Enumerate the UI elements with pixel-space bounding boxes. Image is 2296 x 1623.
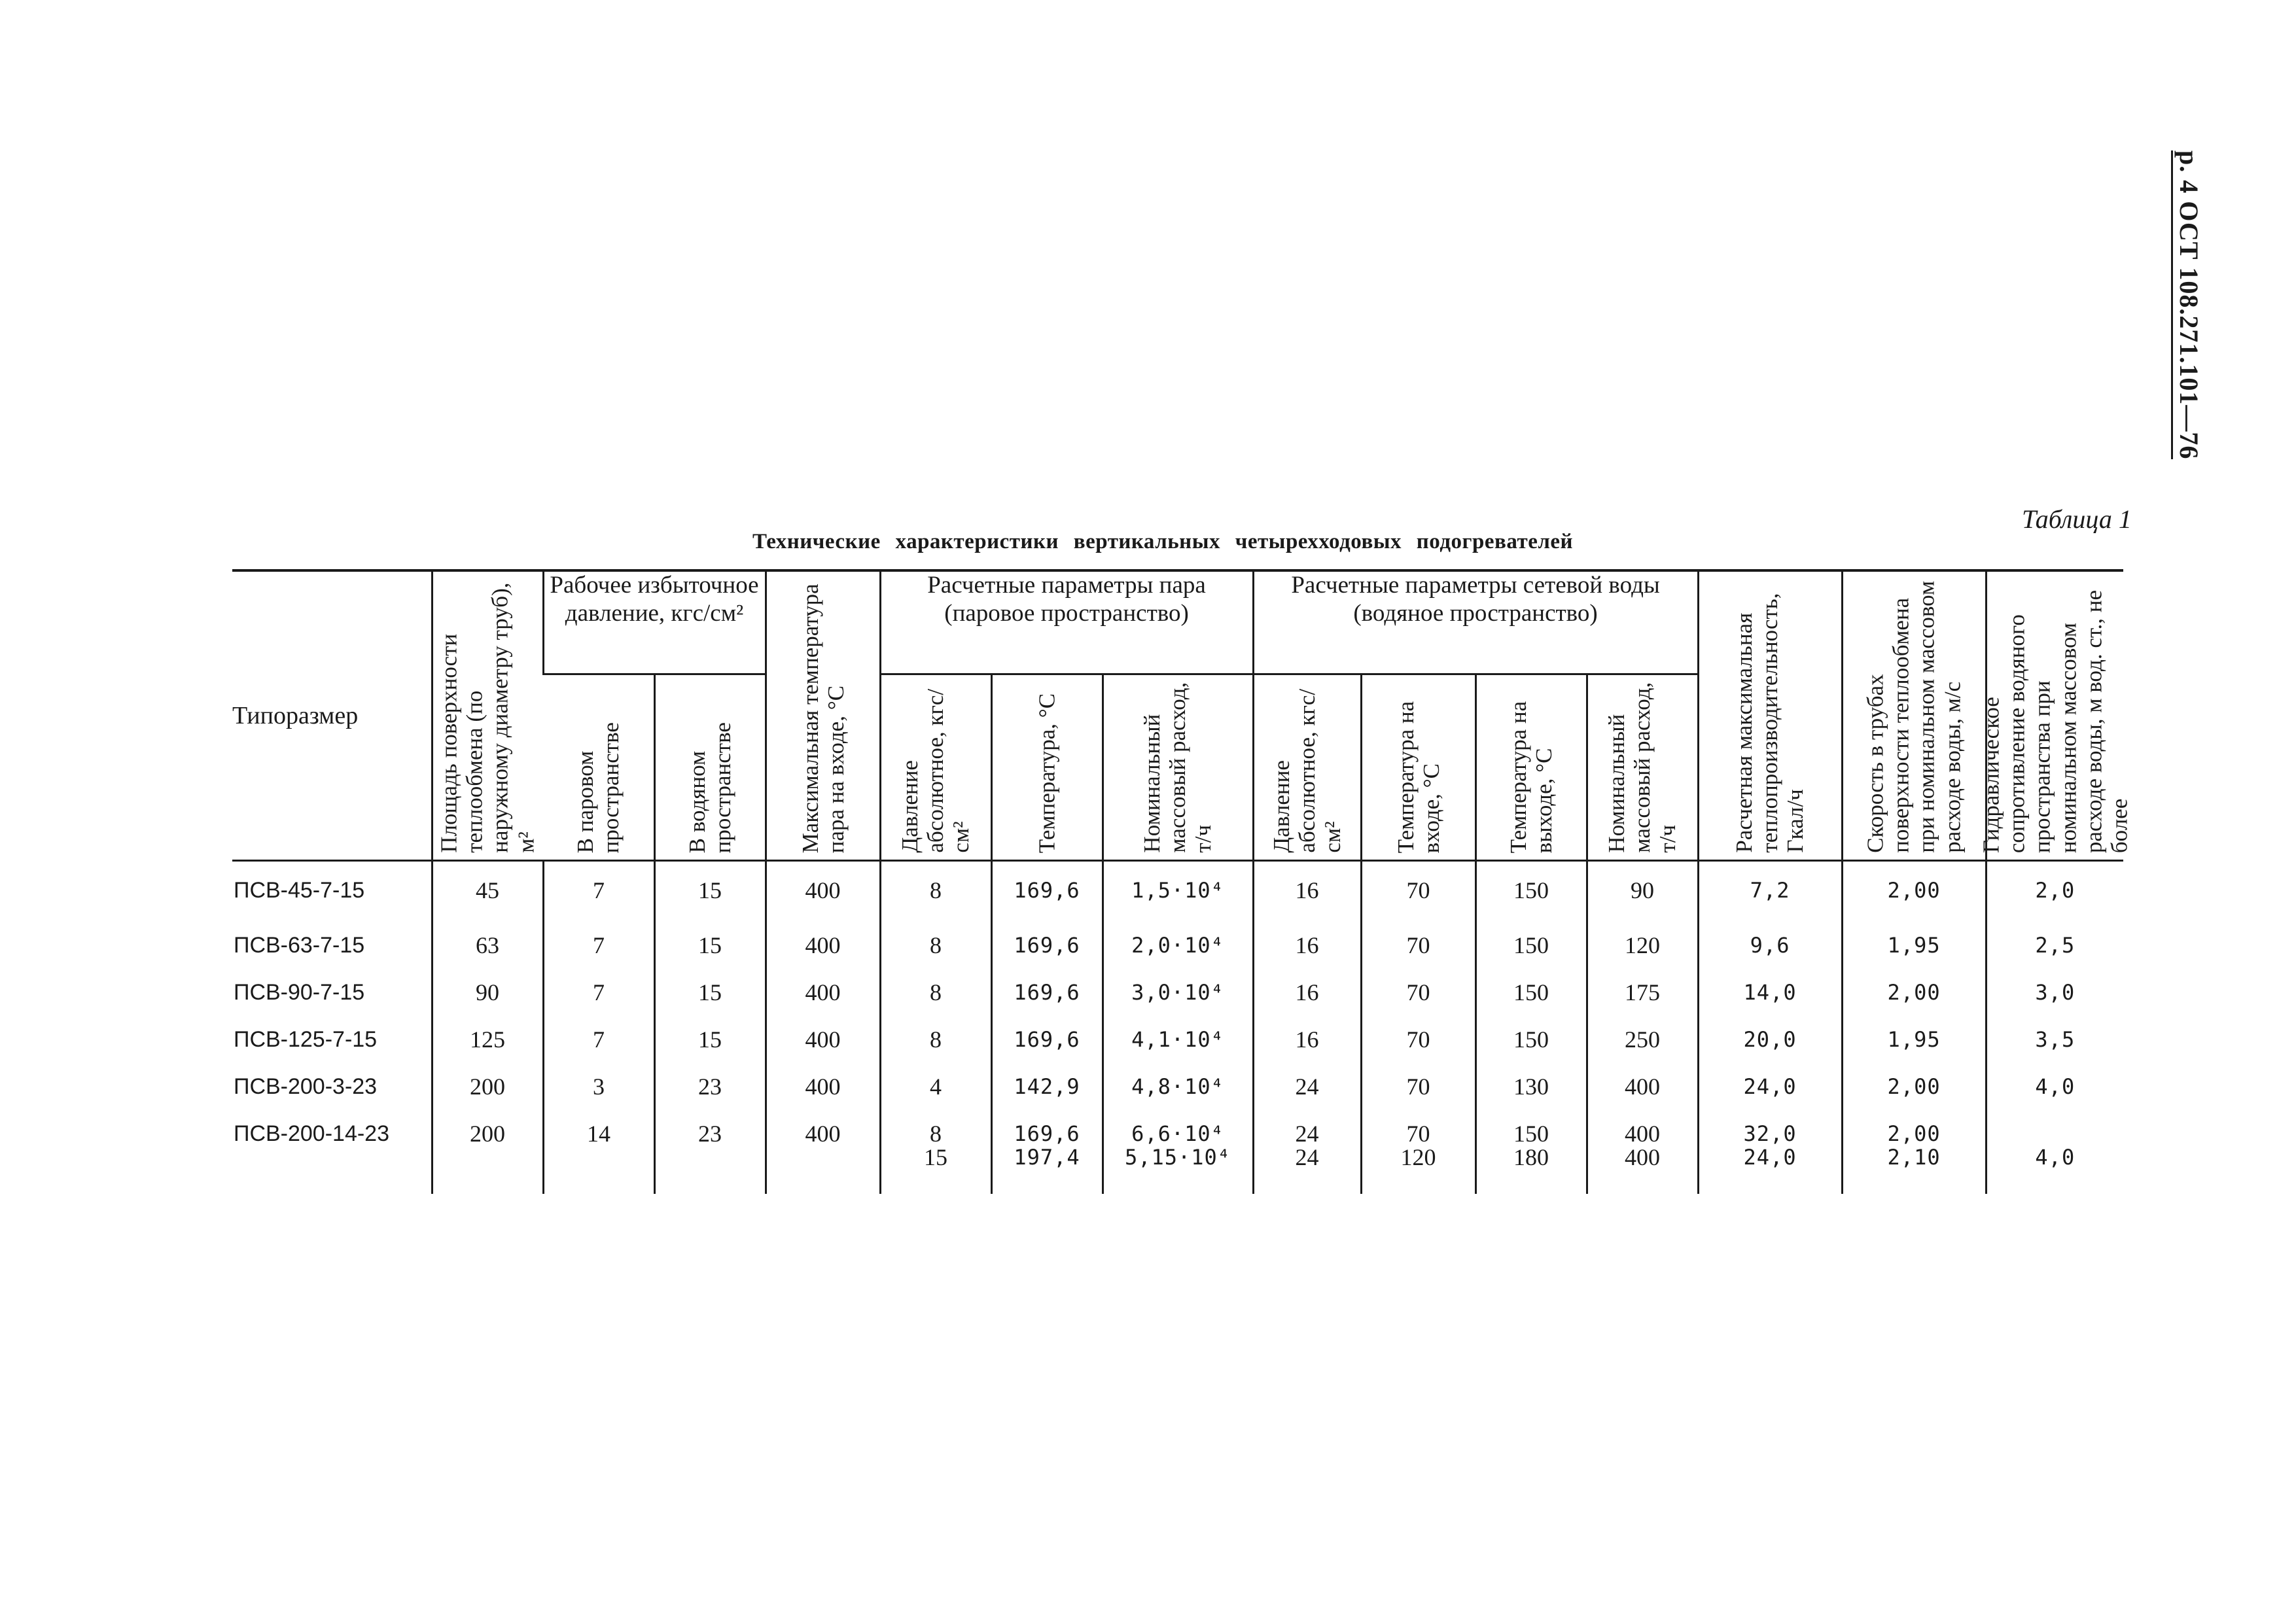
cell-steam-flow: 4,1·10⁴ bbox=[1103, 1028, 1253, 1075]
cell-water-pressure: 16 bbox=[1253, 861, 1361, 934]
cell-resistance: 3,5 bbox=[1986, 1028, 2123, 1075]
cell-water-pressure: 16 bbox=[1253, 1028, 1361, 1075]
cell-area: 90 bbox=[432, 981, 543, 1028]
header-water-group: Расчетные параметры сетевой воды (водяное пространство) bbox=[1253, 570, 1698, 674]
cell-water-flow: 175 bbox=[1587, 981, 1698, 1028]
cell-steam-temp: 142,9 bbox=[991, 1075, 1103, 1122]
cell-velocity: 1,95 bbox=[1842, 934, 1986, 981]
cell-water-temp-in: 70 120 bbox=[1361, 1122, 1475, 1194]
cell-resistance: 4,0 bbox=[1986, 1075, 2123, 1122]
page-header bbox=[2176, 150, 2228, 458]
cell-max-temp: 400 bbox=[766, 1028, 880, 1075]
cell-area: 45 bbox=[432, 861, 543, 934]
cell-steam-temp: 169,6 bbox=[991, 981, 1103, 1028]
header-heat-output: Расчетная максимальная теплопроизводительность, Гкал/ч bbox=[1698, 570, 1842, 861]
cell-wp-steam: 7 bbox=[543, 861, 654, 934]
cell-velocity: 1,95 bbox=[1842, 1028, 1986, 1075]
cell-max-temp: 400 bbox=[766, 1075, 880, 1122]
header-resistance: Гидравлическое сопротивление водяного пространства при номинальном массовом расходе воды, м вод. ст., не более bbox=[1986, 570, 2123, 861]
spec-table bbox=[232, 569, 2132, 1194]
table-title: Технические характеристики вертикальных четырехходовых подогревателей bbox=[752, 530, 1574, 553]
cell-wp-steam: 3 bbox=[543, 1075, 654, 1122]
header-velocity: Скорость в трубах поверхности теплообмена при номинальном массовом расходе воды, м/с bbox=[1842, 570, 1986, 861]
header-work-pressure-group: Рабочее избыточное давление, кгс/см² bbox=[543, 570, 766, 674]
cell-max-temp: 400 bbox=[766, 861, 880, 934]
cell-max-temp: 400 bbox=[766, 981, 880, 1028]
cell-wp-steam: 14 bbox=[543, 1122, 654, 1194]
cell-heat-output: 7,2 bbox=[1698, 861, 1842, 934]
cell-steam-temp: 169,6 bbox=[991, 1028, 1103, 1075]
cell-water-temp-out: 150 bbox=[1475, 861, 1587, 934]
cell-steam-temp: 169,6 197,4 bbox=[991, 1122, 1103, 1194]
cell-steam-flow: 3,0·10⁴ bbox=[1103, 981, 1253, 1028]
cell-water-temp-in: 70 bbox=[1361, 1028, 1475, 1075]
header-water-temp-out: Температура на выходе, °С bbox=[1475, 674, 1587, 861]
table-row bbox=[232, 1122, 2123, 1194]
table-row bbox=[232, 1028, 2123, 1075]
cell-wp-steam: 7 bbox=[543, 934, 654, 981]
cell-water-temp-out: 150 bbox=[1475, 1028, 1587, 1075]
cell-steam-flow: 6,6·10⁴ 5,15·10⁴ bbox=[1103, 1122, 1253, 1194]
cell-steam-temp: 169,6 bbox=[991, 934, 1103, 981]
cell-heat-output: 32,0 24,0 bbox=[1698, 1122, 1842, 1194]
cell-max-temp: 400 bbox=[766, 1122, 880, 1194]
table-row bbox=[232, 861, 2123, 934]
cell-velocity: 2,00 bbox=[1842, 981, 1986, 1028]
cell-water-pressure: 24 24 bbox=[1253, 1122, 1361, 1194]
cell-steam-pressure: 8 bbox=[880, 861, 991, 934]
cell-area: 63 bbox=[432, 934, 543, 981]
cell-area: 125 bbox=[432, 1028, 543, 1075]
table-row bbox=[232, 1075, 2123, 1122]
header-wp-steam: В паровом пространстве bbox=[543, 674, 654, 861]
table-row bbox=[232, 934, 2123, 981]
cell-wp-water: 15 bbox=[654, 861, 766, 934]
header-water-flow: Номинальный массовый расход, т/ч bbox=[1587, 674, 1698, 861]
cell-wp-water: 15 bbox=[654, 1028, 766, 1075]
cell-water-temp-in: 70 bbox=[1361, 934, 1475, 981]
cell-name: ПСВ-125-7-15 bbox=[234, 1027, 378, 1052]
cell-name: ПСВ-90-7-15 bbox=[234, 980, 365, 1005]
header-water-pressure: Давление абсолютное, кгс/см² bbox=[1253, 674, 1361, 861]
cell-water-flow: 400 bbox=[1587, 1075, 1698, 1122]
cell-steam-pressure: 8 bbox=[880, 1028, 991, 1075]
cell-water-temp-in: 70 bbox=[1361, 981, 1475, 1028]
cell-water-pressure: 16 bbox=[1253, 934, 1361, 981]
cell-water-flow: 400 400 bbox=[1587, 1122, 1698, 1194]
header-max-temp: Максимальная температура пара на входе, °С bbox=[766, 570, 880, 861]
cell-max-temp: 400 bbox=[766, 934, 880, 981]
cell-heat-output: 14,0 bbox=[1698, 981, 1842, 1028]
cell-wp-steam: 7 bbox=[543, 1028, 654, 1075]
cell-name: ПСВ-63-7-15 bbox=[234, 933, 365, 958]
cell-name: ПСВ-45-7-15 bbox=[234, 878, 365, 903]
header-steam-pressure: Давление абсолютное, кгс/см² bbox=[880, 674, 991, 861]
header-water-temp-in: Температура на входе, °С bbox=[1361, 674, 1475, 861]
cell-water-temp-in: 70 bbox=[1361, 861, 1475, 934]
cell-steam-flow: 2,0·10⁴ bbox=[1103, 934, 1253, 981]
cell-area: 200 bbox=[432, 1075, 543, 1122]
cell-velocity: 2,00 bbox=[1842, 861, 1986, 934]
header-steam-group: Расчетные параметры пара (паровое пространство) bbox=[880, 570, 1253, 674]
table-label: Таблица 1 bbox=[2022, 504, 2132, 534]
cell-water-flow: 120 bbox=[1587, 934, 1698, 981]
cell-steam-pressure: 4 bbox=[880, 1075, 991, 1122]
cell-water-temp-in: 70 bbox=[1361, 1075, 1475, 1122]
cell-wp-water: 23 bbox=[654, 1075, 766, 1122]
cell-velocity: 2,00 bbox=[1842, 1075, 1986, 1122]
cell-steam-pressure: 8 bbox=[880, 981, 991, 1028]
cell-heat-output: 20,0 bbox=[1698, 1028, 1842, 1075]
cell-resistance: 3,0 bbox=[1986, 981, 2123, 1028]
header-typ: Типоразмер bbox=[232, 570, 432, 861]
header-wp-water: В водяном пространстве bbox=[654, 674, 766, 861]
cell-water-temp-out: 150 bbox=[1475, 934, 1587, 981]
cell-water-pressure: 16 bbox=[1253, 981, 1361, 1028]
cell-wp-steam: 7 bbox=[543, 981, 654, 1028]
cell-heat-output: 9,6 bbox=[1698, 934, 1842, 981]
cell-water-temp-out: 150 180 bbox=[1475, 1122, 1587, 1194]
cell-name: ПСВ-200-14-23 bbox=[234, 1121, 389, 1146]
cell-water-flow: 90 bbox=[1587, 861, 1698, 934]
cell-steam-flow: 4,8·10⁴ bbox=[1103, 1075, 1253, 1122]
table-row bbox=[232, 981, 2123, 1028]
cell-wp-water: 15 bbox=[654, 934, 766, 981]
cell-steam-pressure: 8 15 bbox=[880, 1122, 991, 1194]
header-area: Площадь поверхности теплообмена (по наружному диаметру труб), м² bbox=[432, 570, 543, 861]
cell-water-temp-out: 150 bbox=[1475, 981, 1587, 1028]
cell-resistance: 2,5 bbox=[1986, 934, 2123, 981]
cell-resistance: 2,0 bbox=[1986, 861, 2123, 934]
cell-resistance: 4,0 bbox=[1986, 1122, 2123, 1194]
header-steam-flow: Номинальный массовый расход, т/ч bbox=[1103, 674, 1253, 861]
cell-velocity: 2,00 2,10 bbox=[1842, 1122, 1986, 1194]
cell-wp-water: 15 bbox=[654, 981, 766, 1028]
page-header-text: р. 4 ОСТ 108.271.101—76 bbox=[2171, 150, 2202, 459]
cell-steam-flow: 1,5·10⁴ bbox=[1103, 861, 1253, 934]
cell-name: ПСВ-200-3-23 bbox=[234, 1074, 378, 1099]
cell-steam-temp: 169,6 bbox=[991, 861, 1103, 934]
cell-water-pressure: 24 bbox=[1253, 1075, 1361, 1122]
cell-heat-output: 24,0 bbox=[1698, 1075, 1842, 1122]
cell-steam-pressure: 8 bbox=[880, 934, 991, 981]
cell-area: 200 bbox=[432, 1122, 543, 1194]
header-steam-temp: Температура, °С bbox=[991, 674, 1103, 861]
cell-wp-water: 23 bbox=[654, 1122, 766, 1194]
cell-water-temp-out: 130 bbox=[1475, 1075, 1587, 1122]
cell-water-flow: 250 bbox=[1587, 1028, 1698, 1075]
